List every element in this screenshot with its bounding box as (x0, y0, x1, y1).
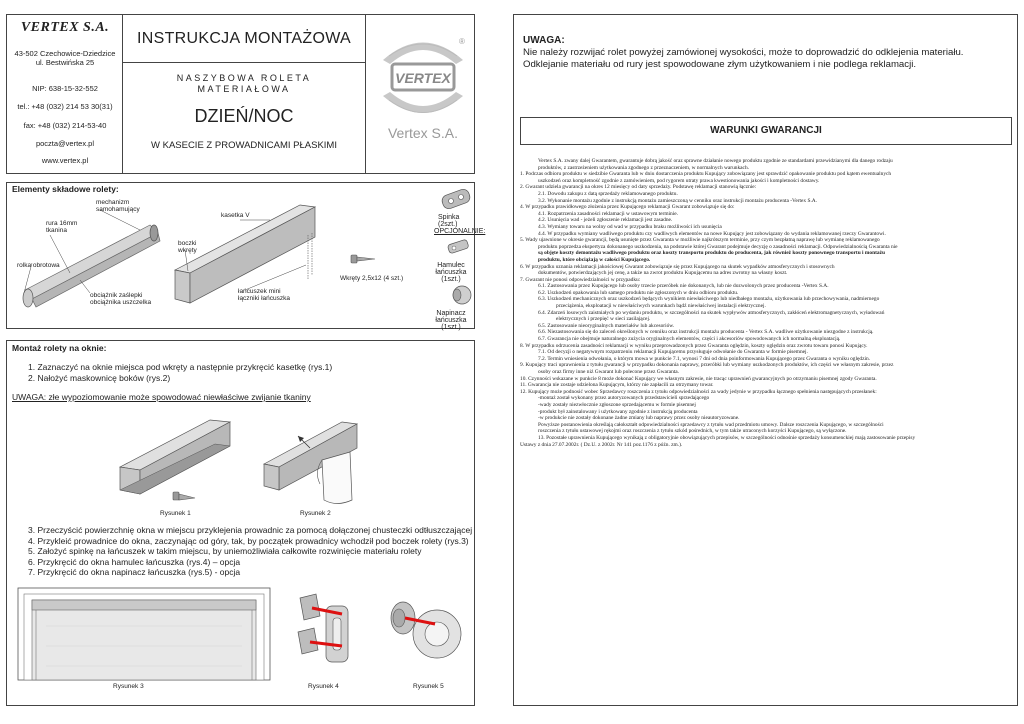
label-mechanism: mechanizm samohamujący (96, 199, 140, 213)
product-type (123, 73, 365, 95)
warranty-line: 6.4. Zdarzeń losowych zaistniałych po wydaniu produktu, w szczególności na skutek wypływów atmosferycznych, zakłóceń elektromagnetycznych, wyładowań (538, 309, 885, 316)
figure-3-caption: Rysunek 3 (113, 683, 144, 690)
label-tube: rura 16mm tkanina (46, 220, 78, 234)
warranty-line: 11. Gwarancja nie zostaje udzielona Kupującym, którzy nie zapłacili za otrzymany towar. (520, 382, 714, 389)
company-fax: fax: +48 (032) 214-53-40 (23, 121, 107, 130)
warranty-line: 4.2. Usunięcia wad - jeżeli zgłoszenie reklamacji jest zasadne. (538, 217, 673, 224)
warranty-line: 10. Czynności wskazane w punkcie 8 może dokonać Kupujący we własnym zakresie, nie tracąc uprawnień gwarancyjnych po otrzymaniu pisemnej zgody Gwaranta. (520, 375, 877, 382)
clip-icon (440, 188, 472, 210)
brake-icon (446, 237, 470, 255)
step-7: 7. Przykręcić do okna napinacz łańcuszka (rys.5) - opcja (28, 567, 241, 577)
logo-company: Vertex S.A. (387, 125, 459, 141)
figure-4-drawing (286, 588, 360, 674)
warranty-title: WARUNKI GWARANCJI (710, 125, 822, 136)
logo-text: VERTEX (395, 70, 451, 86)
vertex-logo (378, 30, 468, 150)
warranty-terms (520, 158, 1012, 448)
mounting-steps-a (28, 362, 468, 383)
warranty-line: 7.2. Termin wniesienia odwołania, o którym mowa w punkcie 7.1, wynosi 7 dni od dnia poinformowania Kupującego przez Gwaranta o wyniku oględzin. (538, 355, 871, 362)
title-rule (123, 62, 365, 63)
step-1: 1. Zaznaczyć na oknie miejsca pod wkręty a następnie przykręcić kasetkę (rys.1) (28, 362, 333, 372)
warranty-line: 6.7. Gwarancja nie obejmuje naturalnego zużycia oryginalnych elementów, części i akcesoriów spowodowanych ich normalną eksploatacją. (538, 336, 841, 343)
warranty-line: 1. Podczas odbioru produktu w siedzibie Gwaranta lub w dniu dostarczenia produktu Kupujący zobowiązany jest sprawdzić opakowanie produktu pod kątem ewentualnych (520, 171, 892, 178)
label-tensioner: Napinacz łańcuszka (1szt.) (435, 310, 467, 331)
company-address (8, 49, 122, 67)
warranty-line: 12. Kupujący może podnosić wobec Sprzedawcy roszczenia z tytułu odpowiedzialności za wady jedynie w przypadku łącznego spełnienia następujących przesłanek: (520, 388, 877, 395)
figure-3-drawing (16, 586, 272, 682)
figure-5-drawing (385, 588, 465, 674)
mounting-steps-b (28, 525, 473, 578)
label-sides: boczki wkręty (178, 240, 197, 254)
warranty-line: 2. Gwarant udziela gwarancji na okres 12 miesięcy od daty sprzedaży. Podstawę reklamacji stanowią łącznie: (520, 184, 757, 191)
warranty-line: Powyższe postanowienia określają całokształt odpowiedzialności sprzedawcy z tytułu wad przedmiotu umowy. Dalsze roszczenia Kupującego, w szczególności (538, 421, 884, 428)
step-2: 2. Nałożyć maskownicę boków (rys.2) (28, 372, 171, 383)
address-line-1: 43-502 Czechowice-Dziedzice (14, 49, 116, 58)
label-clip: Spinka (2szt.) (438, 214, 460, 228)
elements-title: Elementy składowe rolety: (12, 184, 119, 194)
warranty-line: -produkt był zainstalowany i użytkowany zgodnie z instrukcją producenta (538, 408, 698, 415)
screw-icon (349, 252, 379, 266)
warranty-line: 6.5. Zastosowanie nieoryginalnych materiałów lub akcesoriów. (538, 322, 675, 329)
warranty-line: Ustawy z dnia 27.07.2002r. ( Dz.U. z 2002r. Nr 141 poz.1176 z późn. zm.). (520, 441, 683, 448)
warranty-line: roszczenia z tytułu ustawowej rękojmi oraz roszczenia z tytułu szkód pośrednich, w tym także utraconych korzyści Kupującego, są wyłączone. (538, 428, 847, 435)
warranty-line: 6.2. Uszkodzeń opakowania lub samego produktu nie zgłoszonych w dniu odbioru produktu. (538, 289, 739, 296)
warranty-line: 9. Kupujący traci uprawnienia z tytułu gwarancji w przypadku dokonania naprawy, przeróbki lub wymiany uszkodzonych produktów, ich części we własnym zakresie, przez (520, 362, 894, 369)
warranty-line: -wady zostały niezwłocznie zgłoszone sprzedającemu w formie pisemnej (538, 401, 696, 408)
warranty-line: 2.1. Dowodu zakupu z datą sprzedaży reklamowanego produktu. (538, 190, 678, 197)
warranty-line: są objęte koszty demontażu wadliwego produktu oraz koszty transportu produktu do producenta, jak również koszty ponownego transportu i montażu (538, 250, 885, 257)
warranty-line: 7. Gwarant nie ponosi odpowiedzialności w przypadku: (520, 276, 641, 283)
mounting-title: Montaż rolety na oknie: (12, 343, 107, 353)
leveling-warning: UWAGA: złe wypoziomowanie może spowodować niewłaściwe zwijanie tkaniny (12, 392, 311, 402)
label-weight: obciążnik zaślepki obciążnika uszczelka (90, 292, 152, 306)
screw-icon (173, 492, 195, 500)
label-screws: Wkręty 2,5x12 (4 szt.) (340, 275, 404, 282)
figure-4-caption: Rysunek 4 (308, 683, 339, 690)
logo-registered: ® (459, 37, 465, 46)
label-optional: OPCJONALNIE: (434, 228, 486, 235)
warranty-line: uszkodzeń oraz kompletność zgodnie z zamówieniem, pod rygorem utraty prawa kwestionowania jakości i kompletności dostawy. (538, 177, 820, 184)
figure-1-caption: Rysunek 1 (160, 510, 191, 517)
warranty-line: 6.3. Uszkodzeń mechanicznych oraz uszkodzeń będących wynikiem niewłaściwego lub niedbałego montażu, użytkowania lub przechowywania, nadmiernego (538, 296, 880, 303)
brand-name: VERTEX S.A. (20, 20, 110, 35)
warranty-line: produktów, z zastrzeżeniem użytkowania zgodnego z przeznaczeniem, w normalnych warunkach. (538, 164, 749, 171)
product-name: DZIEŃ/NOC (194, 106, 294, 126)
step-4: 4. Przykleić prowadnice do okna, zaczynając od góry, tak, by początek prowadnicy wchodził pod boczek rolety (rys.3) (28, 535, 469, 546)
warranty-line: 4. W przypadku prawidłowego złożenia przez Kupującego reklamacji Gwarant zobowiązuje się do: (520, 204, 735, 211)
step-6: 6. Przykręcić do okna hamulec łańcuszka (rys.4) – opcja (28, 556, 241, 567)
warranty-line: 4.3. Wymiany towaru na wolny od wad w przypadku braku możliwości ich usunięcia (538, 223, 722, 230)
uwaga-title: UWAGA: (523, 35, 565, 46)
product-subtitle: W KASECIE Z PROWADNICAMI PŁASKIMI (151, 140, 337, 151)
roller-assembly-drawing (10, 195, 340, 325)
warranty-line: 6. W przypadku uznania reklamacji jakościowej Gwarant zobowiązuje się przez Kupującego na skutek wypadków atmosferycznych i stosownych (520, 263, 835, 270)
warranty-line: 4.1. Rozpatrzenia zasadności reklamacji w ustawowym terminie. (538, 210, 678, 217)
figure-2-caption: Rysunek 2 (300, 510, 331, 517)
warranty-line: 7.1. Od decyzji o negatywnym rozpatrzeniu reklamacji Kupującemu przysługuje odwołanie do Gwaranta w formie pisemnej. (538, 349, 808, 356)
company-nip: NIP: 638-15-32-552 (32, 84, 98, 93)
warranty-line: produktu, które obciążają w całości Kupującego. (538, 256, 651, 263)
warranty-line: 8. W przypadku odrzucenia zasadności reklamacji w wyniku przeprowadzonych przez Gwaranta oględzin, koszty oględzin oraz zwrotu towaru ponosi Kupujący. (520, 342, 868, 349)
warranty-line: elektrycznych i przepięć w sieci zasilającej. (556, 316, 651, 323)
tensioner-icon (448, 284, 474, 306)
warranty-line: -montaż został wykonany przez autoryzowanych przedstawicieli sprzedającego (538, 395, 710, 402)
company-tel: tel.: +48 (032) 214 53 30(31) (17, 102, 113, 111)
warranty-line: osoby oraz firmy inne niż Gwarant lub polecone przez Gwaranta. (538, 369, 679, 375)
warranty-line: 13. Pozostałe uprawnienia Kupującego wynikają z obligatoryjnie obowiązujących przepisów, w szczególności odnośnie sprzedaży konsumenckiej mają zastosowanie przepisy (538, 434, 916, 441)
company-email[interactable]: poczta@vertex.pl (35, 139, 95, 148)
warranty-line: 5. Wady ujawnione w okresie gwarancji, będą usunięte przez Gwaranta w możliwie najkrótszym terminie, przy czym bezpłatną naprawę lub wymianę reklamowanego (520, 237, 880, 244)
label-brake: Hamulec łańcuszka (1szt.) (435, 262, 467, 283)
product-type-line-2: MATERIAŁOWA (197, 84, 291, 94)
label-cassette: kasetka V (221, 212, 250, 219)
warranty-line: dokumentów, potwierdzających jej cenę, a także na zwrot produktu Kupującemu na adres zwrotny na własny koszt. (538, 270, 788, 277)
warranty-line: produktu poprzedza ekspertyza dokonanego uszkodzenia, na podstawie której Gwarant podejmuje decyzję o zasadności reklamacji. Odpowiedzialnością Gwaranta nie (538, 243, 898, 250)
warranty-line: 3.2. Wykonanie montażu zgodnie z instrukcją montażu zamieszczoną w cenniku oraz instrukcji montażu producenta -Vertex S.A. (538, 197, 818, 204)
figure-2-drawing (262, 412, 362, 508)
figure-5-caption: Rysunek 5 (413, 683, 444, 690)
warranty-line: 6.1. Zastosowania przez Kupującego lub osoby trzecie przeróbek nie dokonanych, lub nie dozwolonych przez producenta -Vertex S.A. (538, 283, 829, 290)
company-website[interactable]: www.vertex.pl (41, 156, 89, 165)
warranty-line: przeciążenia, eksploatacji w niewłaściwych warunkach bądź niewłaściwej instalacji elektrycznej. (556, 303, 766, 310)
warranty-line: 4.4. W przypadku wymiany wadliwego produktu czy wadliwych elementów na nowe Kupujący jest zobowiązany do wydania reklamowanej rzeczy Gwarantowi. (538, 230, 886, 237)
warranty-intro: Vertex S.A. zwany dalej Gwarantem, gwarantuje dobrą jakość oraz sprawne działanie nowego produktu zgodnie ze standardami przewidzianymi dla danego rodzaju (538, 158, 893, 164)
doc-title: INSTRUKCJA MONTAŻOWA (137, 30, 351, 47)
label-roll: rolka obrotowa (17, 262, 60, 269)
warranty-line: -w produkcie nie zostały dokonane żadne zmiany lub naprawy przez osoby nieautoryzowane. (538, 415, 740, 422)
product-type-line-1: NASZYBOWA ROLETA (176, 73, 312, 83)
header-divider-2 (365, 14, 366, 174)
address-line-2: ul. Bestwińska 25 (35, 58, 95, 67)
label-chain: łańcuszek mini łączniki łańcuszka (238, 288, 291, 302)
uwaga-text: Nie należy rozwijać rolet powyżej zamówionej wysokości, może to doprowadzić do odklejenia materiału. Odklejanie materiału od rury jest spowodowane złym użytkowaniem i nie podlega reklamacji. (523, 47, 964, 70)
step-5: 5. Założyć spinkę na łańcuszek w takim miejscu, by uniemożliwiała całkowite rozwinięcie materiału rolety (28, 546, 422, 556)
warranty-line: 6.6. Niezastosowania się do zaleceń określonych w cenniku oraz instrukcji montażu producenta - Vertex S.A. wadliwe użytkowanie niezgodne z instrukcją. (538, 329, 874, 336)
figure-1-drawing (115, 412, 240, 508)
step-3: 3. Przeczyścić powierzchnię okna w miejscu przyklejenia prowadnic za pomocą dołączonej chusteczki odtłuszczającej (28, 525, 473, 535)
